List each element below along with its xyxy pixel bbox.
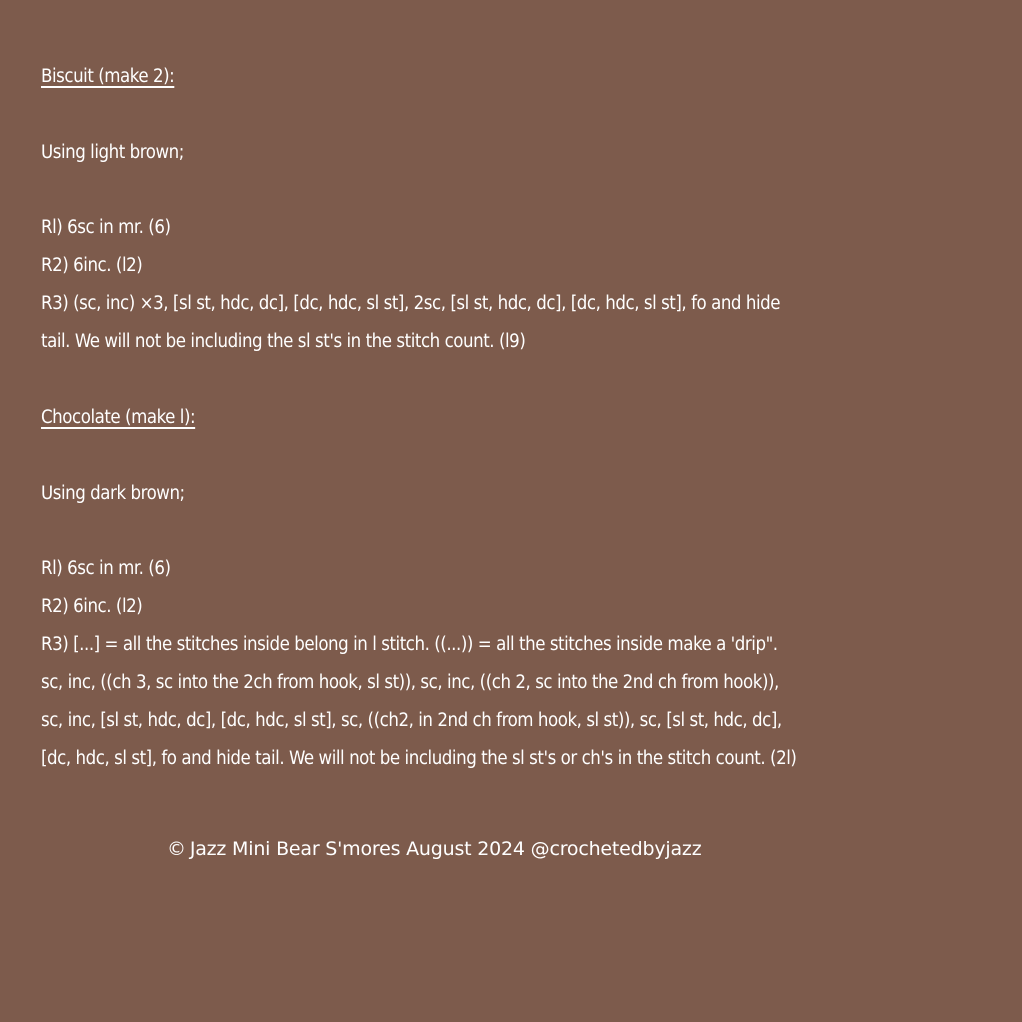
chocolate-round-2: R2) 6inc. (l2) <box>41 596 143 617</box>
biscuit-heading: Biscuit (make 2): <box>41 66 175 87</box>
chocolate-round-3-line-4: [dc, hdc, sl st], fo and hide tail. We will not be including the sl st's or ch's in the stitch count. (2l) <box>41 748 797 769</box>
chocolate-round-1: Rl) 6sc in mr. (6) <box>41 558 171 579</box>
copyright-footer <box>167 835 701 863</box>
chocolate-round-3-line-2: sc, inc, ((ch 3, sc into the 2ch from hook, sl st)), sc, inc, ((ch 2, sc into the 2nd ch from hook)), <box>41 672 779 693</box>
footer-text: Jazz Mini Bear S'mores August 2024 @crochetedbyjazz <box>189 838 702 860</box>
chocolate-heading: Chocolate (make l): <box>41 407 196 428</box>
chocolate-round-3: R3) [...] = all the stitches inside belong in l stitch. ((...)) = all the stitches inside make a 'drip". <box>41 634 778 655</box>
biscuit-round-3: R3) (sc, inc) ×3, [sl st, hdc, dc], [dc, hdc, sl st], 2sc, [sl st, hdc, dc], [dc, hdc, sl st], fo and hide <box>41 293 781 314</box>
biscuit-round-1: Rl) 6sc in mr. (6) <box>41 217 171 238</box>
chocolate-intro: Using dark brown; <box>41 483 185 504</box>
biscuit-round-3-cont: tail. We will not be including the sl st's in the stitch count. (l9) <box>41 331 526 352</box>
copyright-symbol: © <box>167 838 186 860</box>
biscuit-round-2: R2) 6inc. (l2) <box>41 255 143 276</box>
chocolate-round-3-line-3: sc, inc, [sl st, hdc, dc], [dc, hdc, sl st], sc, ((ch2, in 2nd ch from hook, sl st)), sc, [sl st, hdc, dc], <box>41 710 782 731</box>
biscuit-intro: Using light brown; <box>41 142 184 163</box>
